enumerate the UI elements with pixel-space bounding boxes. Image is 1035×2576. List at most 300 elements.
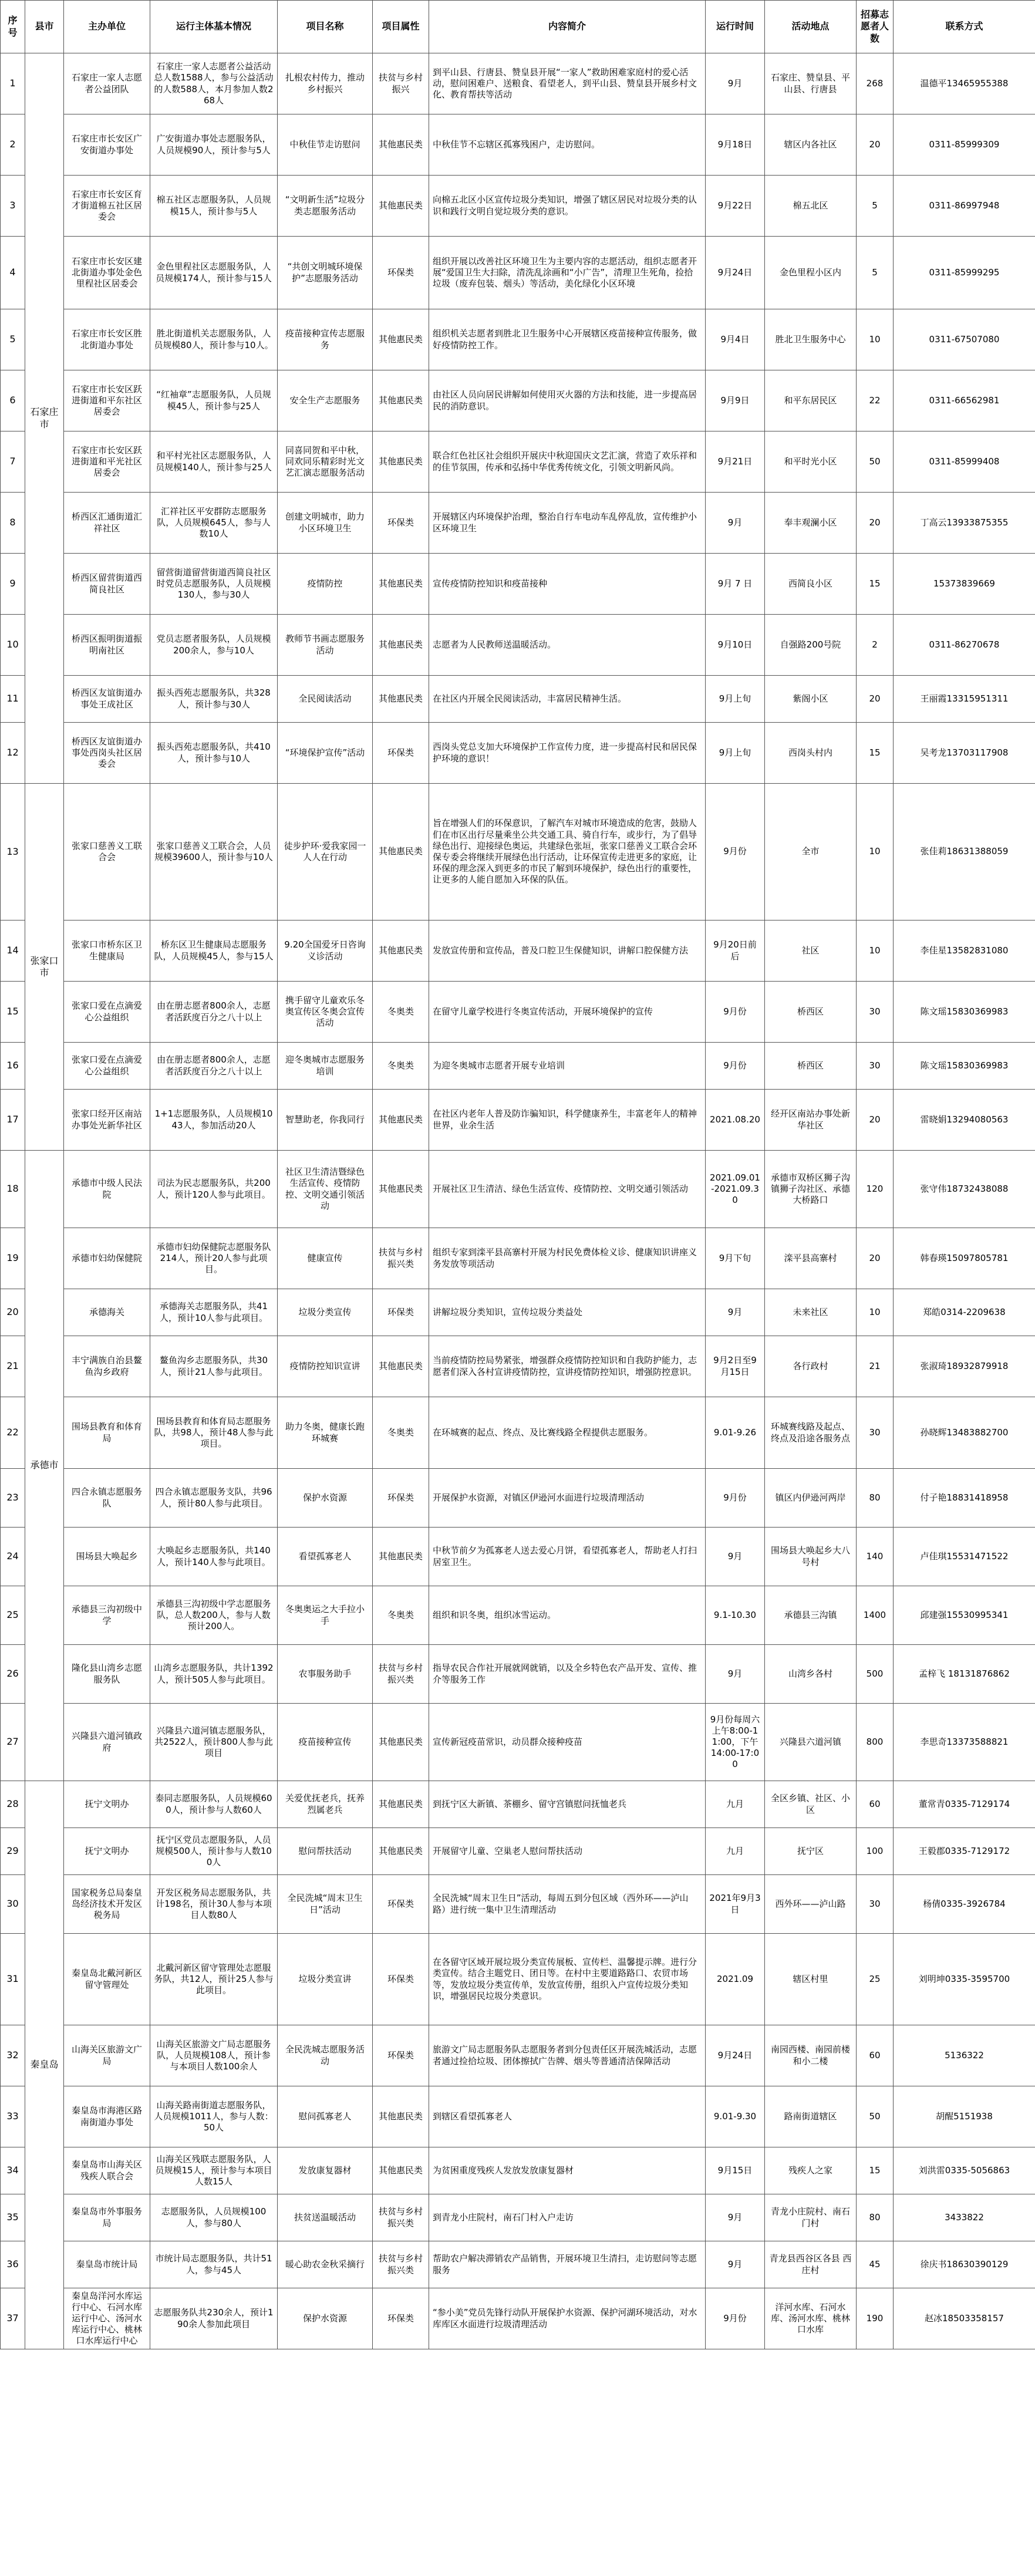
attribute-cell: 冬奥类: [373, 1043, 429, 1090]
attribute-cell: 其他惠民类: [373, 1151, 429, 1228]
intro-cell: 在各留守区域开展垃圾分类宣传展板、宣传栏、温馨提示牌。进行分类宣传。结合主题党日、团日等。在村中主要道路路口、农贸市场等，发放垃圾分类宣传单，发放宣传册，组织入户宣传垃圾分类知识，增强居民垃圾分类意识。: [429, 1934, 706, 2025]
seq-cell: 26: [1, 1645, 25, 1704]
table-row: [1, 982, 1035, 1043]
table-row: [1, 2025, 1035, 2086]
subject-cell: 承德市妇幼保健院志愿服务队214人，预计20人参与此项目。: [150, 1228, 278, 1289]
attribute-cell: 其他惠民类: [373, 2147, 429, 2194]
place-cell: 社区: [765, 921, 857, 982]
attribute-cell: 扶贫与乡村振兴类: [373, 1645, 429, 1704]
attribute-cell: 扶贫与乡村振兴: [373, 53, 429, 114]
time-cell: 9月: [706, 1528, 765, 1586]
subject-cell: “红袖章”志愿服务队，人员规模45人，预计参与25人: [150, 370, 278, 431]
time-cell: 9月18日: [706, 114, 765, 176]
attribute-cell: 其他惠民类: [373, 1828, 429, 1875]
time-cell: 9月22日: [706, 176, 765, 237]
time-cell: 9月: [706, 53, 765, 114]
intro-cell: 宣传新冠疫苗常识，动员群众接种疫苗: [429, 1704, 706, 1781]
contact-cell: 0311-86270678: [894, 615, 1035, 676]
table-row: [1, 921, 1035, 982]
project-name-cell: 农事服务助手: [278, 1645, 373, 1704]
attribute-cell: 冬奥类: [373, 1397, 429, 1469]
subject-cell: 山海关区残联志愿服务队，人员规模15人，预计参与本项目人数15人: [150, 2147, 278, 2194]
volunteer-count-cell: 60: [857, 1781, 894, 1828]
table-row: [1, 1528, 1035, 1586]
time-cell: 9月上旬: [706, 676, 765, 723]
volunteer-count-cell: 30: [857, 1043, 894, 1090]
organizer-cell: 桥西区留营街道西简良社区: [64, 554, 150, 615]
attribute-cell: 扶贫与乡村振兴类: [373, 2194, 429, 2241]
attribute-cell: 扶贫与乡村振兴类: [373, 1228, 429, 1289]
intro-cell: 在社区内老年人普及防诈骗知识，科学健康养生，丰富老年人的精神世界，业余生活: [429, 1090, 706, 1151]
subject-cell: 四合永镇志愿服务支队，共96人，预计80人参与此项目。: [150, 1469, 278, 1528]
organizer-cell: 桥西区友谊街道办事处西岗头社区居委会: [64, 723, 150, 784]
contact-cell: 0311-86997948: [894, 176, 1035, 237]
header-time: 运行时间: [706, 1, 765, 53]
subject-cell: 汇祥社区平安群防志愿服务队，人员规模645人，参与人数10人: [150, 493, 278, 554]
subject-cell: 胜北街道机关志愿服务队，人员规模80人，预计参与10人。: [150, 309, 278, 370]
intro-cell: 到平山县、行唐县、赞皇县开展“一家人”救助困难家庭村的爱心活动，慰问困难户、送粮食、看望老人，到平山县、赞皇县开展乡村文化、教育帮扶等活动: [429, 53, 706, 114]
attribute-cell: 其他惠民类: [373, 1528, 429, 1586]
attribute-cell: 其他惠民类: [373, 921, 429, 982]
contact-cell: 赵冰18503358157: [894, 2288, 1035, 2349]
attribute-cell: 其他惠民类: [373, 554, 429, 615]
header-subject: 运行主体基本情况: [150, 1, 278, 53]
subject-cell: 鳌鱼沟乡志愿服务队，共30人，预计21人参与此项目。: [150, 1336, 278, 1397]
project-name-cell: 同喜同贺和平中秋，同欢同乐精彩时光文艺汇演志愿服务活动: [278, 431, 373, 493]
volunteer-count-cell: 30: [857, 982, 894, 1043]
table-row: [1, 309, 1035, 370]
seq-cell: 36: [1, 2241, 25, 2288]
place-cell: 和平东居民区: [765, 370, 857, 431]
table-row: [1, 2288, 1035, 2349]
place-cell: 洋河水库、石河水库、汤河水库、桃林口水库: [765, 2288, 857, 2349]
project-name-cell: 保护水资源: [278, 1469, 373, 1528]
time-cell: 9月上旬: [706, 723, 765, 784]
subject-cell: 由在册志愿者800余人，志愿者活跃度百分之八十以上: [150, 982, 278, 1043]
organizer-cell: 张家口爱在点滴爱心公益组织: [64, 982, 150, 1043]
place-cell: 桥西区: [765, 982, 857, 1043]
attribute-cell: 其他惠民类: [373, 1781, 429, 1828]
place-cell: 环城赛线路及起点、终点及沿途各服务点: [765, 1397, 857, 1469]
organizer-cell: 承德市妇幼保健院: [64, 1228, 150, 1289]
project-name-cell: “文明新生活”垃圾分类志愿服务活动: [278, 176, 373, 237]
seq-cell: 16: [1, 1043, 25, 1090]
seq-cell: 19: [1, 1228, 25, 1289]
place-cell: 承德县三沟镇: [765, 1586, 857, 1645]
organizer-cell: 围场县教育和体育局: [64, 1397, 150, 1469]
seq-cell: 10: [1, 615, 25, 676]
seq-cell: 37: [1, 2288, 25, 2349]
attribute-cell: 其他惠民类: [373, 114, 429, 176]
organizer-cell: 张家口慈善义工联合会: [64, 784, 150, 921]
project-name-cell: “共创文明城环境保护”志愿服务活动: [278, 237, 373, 309]
organizer-cell: 兴隆县六道河镇政府: [64, 1704, 150, 1781]
volunteer-count-cell: 20: [857, 493, 894, 554]
table-row: [1, 431, 1035, 493]
seq-cell: 2: [1, 114, 25, 176]
table-row: [1, 784, 1035, 921]
subject-cell: 围场县教育和体育局志愿服务队，共98人，预计48人参与此项目。: [150, 1397, 278, 1469]
subject-cell: 党员志愿者服务队，人员规模200余人，参与10人: [150, 615, 278, 676]
subject-cell: 石家庄一家人志愿者公益活动总人数1588人，参与公益活动的人数588人，本月参加人数268人: [150, 53, 278, 114]
table-row: [1, 676, 1035, 723]
seq-cell: 9: [1, 554, 25, 615]
table-row: [1, 1645, 1035, 1704]
time-cell: 9月15日: [706, 2147, 765, 2194]
time-cell: 9月: [706, 493, 765, 554]
time-cell: 9月: [706, 1289, 765, 1336]
place-cell: 石家庄、赞皇县、平山县、行唐县: [765, 53, 857, 114]
seq-cell: 6: [1, 370, 25, 431]
intro-cell: 旅游文广局志愿服务队志愿服务者到分包责任区开展洗城活动，志愿者通过捡拾垃圾、团体擦拭广告牌、烟头等普通清洁保障活动: [429, 2025, 706, 2086]
attribute-cell: 其他惠民类: [373, 2086, 429, 2147]
volunteer-count-cell: 140: [857, 1528, 894, 1586]
contact-cell: 0311-67507080: [894, 309, 1035, 370]
contact-cell: 丁高云13933875355: [894, 493, 1035, 554]
volunteer-count-cell: 45: [857, 2241, 894, 2288]
seq-cell: 28: [1, 1781, 25, 1828]
organizer-cell: 石家庄市长安区广安街道办事处: [64, 114, 150, 176]
subject-cell: 北戴河新区留守管理处志愿服务队，共12人，预计25人参与此项目。: [150, 1934, 278, 2025]
place-cell: 青龙县西谷区各县 西庄村: [765, 2241, 857, 2288]
volunteer-count-cell: 22: [857, 370, 894, 431]
contact-cell: 孟梓飞 18131876862: [894, 1645, 1035, 1704]
intro-cell: 到青龙小庄院村，南石门村入户走访: [429, 2194, 706, 2241]
seq-cell: 3: [1, 176, 25, 237]
volunteer-count-cell: 20: [857, 676, 894, 723]
place-cell: 西简良小区: [765, 554, 857, 615]
volunteer-count-cell: 5: [857, 176, 894, 237]
subject-cell: 大唤起乡志愿服务队，共140人，预计140人参与此项目。: [150, 1528, 278, 1586]
intro-cell: 到抚宁区大新镇、茶棚乡、留守宫镇慰问抚恤老兵: [429, 1781, 706, 1828]
header-contact: 联系方式: [894, 1, 1035, 53]
volunteer-count-cell: 10: [857, 309, 894, 370]
contact-cell: 郑皓0314-2209638: [894, 1289, 1035, 1336]
project-name-cell: 疫苗接种宣传: [278, 1704, 373, 1781]
organizer-cell: 承德县三沟初级中学: [64, 1586, 150, 1645]
organizer-cell: 桥西区汇通街道汇祥社区: [64, 493, 150, 554]
subject-cell: 志愿服务队共230余人，预计190余人参加此项目: [150, 2288, 278, 2349]
subject-cell: 司法为民志愿服务队，共200人，预计120人参与此项目。: [150, 1151, 278, 1228]
seq-cell: 18: [1, 1151, 25, 1228]
county-cell: 秦皇岛: [25, 1781, 64, 2349]
header-volunteer-count: 招募志愿者人数: [857, 1, 894, 53]
organizer-cell: 四合永镇志愿服务队: [64, 1469, 150, 1528]
intro-cell: 开展社区卫生清洁、绿色生活宣传、疫情防控、文明交通引领活动: [429, 1151, 706, 1228]
attribute-cell: 环保类: [373, 1469, 429, 1528]
volunteer-count-cell: 500: [857, 1645, 894, 1704]
place-cell: 围场县大唤起乡大八号村: [765, 1528, 857, 1586]
time-cell: 9月 7 日: [706, 554, 765, 615]
organizer-cell: 承德海关: [64, 1289, 150, 1336]
table-row: [1, 1228, 1035, 1289]
table-row: [1, 1397, 1035, 1469]
project-name-cell: 发放康复器材: [278, 2147, 373, 2194]
attribute-cell: 其他惠民类: [373, 370, 429, 431]
time-cell: 2021.09: [706, 1934, 765, 2025]
volunteer-count-cell: 800: [857, 1704, 894, 1781]
table-row: [1, 1781, 1035, 1828]
attribute-cell: 冬奥类: [373, 982, 429, 1043]
table-row: [1, 493, 1035, 554]
intro-cell: 开展留守儿童、空巢老人慰问帮扶活动: [429, 1828, 706, 1875]
subject-cell: 由在册志愿者800余人，志愿者活跃度百分之八十以上: [150, 1043, 278, 1090]
organizer-cell: 石家庄市长安区跃进街道和平东社区居委会: [64, 370, 150, 431]
seq-cell: 7: [1, 431, 25, 493]
time-cell: 9月份: [706, 1469, 765, 1528]
attribute-cell: 环保类: [373, 493, 429, 554]
seq-cell: 35: [1, 2194, 25, 2241]
intro-cell: 指导农民合作社开展就网就销，以及全乡特色农产品开发、宣传、推介等服务工作: [429, 1645, 706, 1704]
contact-cell: 刘明坤0335-3595700: [894, 1934, 1035, 2025]
intro-cell: 联合红色社区社会组织开展庆中秋迎国庆文艺汇演，营造了欢乐祥和的佳节氛围，传承和弘扬中华优秀传统文化，引领文明新风尚。: [429, 431, 706, 493]
place-cell: 抚宁区: [765, 1828, 857, 1875]
time-cell: 9月2日至9月15日: [706, 1336, 765, 1397]
contact-cell: 张佳莉18631388059: [894, 784, 1035, 921]
time-cell: 9月: [706, 2194, 765, 2241]
seq-cell: 5: [1, 309, 25, 370]
organizer-cell: 秦皇岛市山海关区残疾人联合会: [64, 2147, 150, 2194]
time-cell: 九月: [706, 1781, 765, 1828]
contact-cell: 卢佳琪15531471522: [894, 1528, 1035, 1586]
place-cell: 残疾人之家: [765, 2147, 857, 2194]
intro-cell: 宣传疫情防控知识和疫苗接种: [429, 554, 706, 615]
seq-cell: 12: [1, 723, 25, 784]
table-row: [1, 1704, 1035, 1781]
subject-cell: 山海关区旅游文广局志愿服务队，人员规模108人，预计参与本项目人数100余人: [150, 2025, 278, 2086]
contact-cell: 杨倩0335-3926784: [894, 1875, 1035, 1934]
volunteer-count-cell: 50: [857, 2086, 894, 2147]
table-row: [1, 370, 1035, 431]
seq-cell: 29: [1, 1828, 25, 1875]
place-cell: 棉五北区: [765, 176, 857, 237]
seq-cell: 11: [1, 676, 25, 723]
place-cell: 桥西区: [765, 1043, 857, 1090]
contact-cell: 孙晓辉13483882700: [894, 1397, 1035, 1469]
seq-cell: 23: [1, 1469, 25, 1528]
subject-cell: 桥东区卫生健康局志愿服务队，人员规模45人，参与15人: [150, 921, 278, 982]
intro-cell: 由社区人员向居民讲解如何使用灭火器的方法和技能，进一步提高居民的消防意识。: [429, 370, 706, 431]
table-row: [1, 176, 1035, 237]
seq-cell: 27: [1, 1704, 25, 1781]
subject-cell: 承德海关志愿服务队，共41人，预计10人参与此项目。: [150, 1289, 278, 1336]
attribute-cell: 环保类: [373, 2288, 429, 2349]
subject-cell: 承德县三沟初级中学志愿服务队，总人数200人，参与人数预计200人。: [150, 1586, 278, 1645]
place-cell: 滦平县高寨村: [765, 1228, 857, 1289]
table-row: [1, 1289, 1035, 1336]
table-row: [1, 615, 1035, 676]
intro-cell: 中秋佳节不忘辖区孤寡残困户，走访慰问。: [429, 114, 706, 176]
volunteer-count-cell: 268: [857, 53, 894, 114]
organizer-cell: 张家口市桥东区卫生健康局: [64, 921, 150, 982]
place-cell: 自强路200号院: [765, 615, 857, 676]
subject-cell: 棉五社区志愿服务队，人员规模15人，预计参与5人: [150, 176, 278, 237]
contact-cell: 陈文瑶15830369983: [894, 1043, 1035, 1090]
table-row: [1, 237, 1035, 309]
attribute-cell: 其他惠民类: [373, 176, 429, 237]
organizer-cell: 秦皇岛北戴河新区留守管理处: [64, 1934, 150, 2025]
time-cell: 9月: [706, 1645, 765, 1704]
time-cell: 9月21日: [706, 431, 765, 493]
intro-cell: 旨在增强人们的环保意识，了解汽车对城市环境造成的危害，鼓励人们在市区出行尽量乘坐公共交通工具、骑自行车，或步行，为了倡导绿色出行、迎接绿色奥运，共建绿色张垣，张家口慈善义工联合会环保专委会将继续开展绿色出行活动，让环保宣传走进更多的家庭，让环保的理念深入到更多的市民了解到环境保护，绿色出行的重要性，让更多的人能自愿加入环保的队伍。: [429, 784, 706, 921]
contact-cell: 董常青0335-7129174: [894, 1781, 1035, 1828]
place-cell: 奉丰观澜小区: [765, 493, 857, 554]
table-row: [1, 2147, 1035, 2194]
attribute-cell: 其他惠民类: [373, 309, 429, 370]
contact-cell: 雷晓娟13294080563: [894, 1090, 1035, 1151]
project-name-cell: 疫情防控: [278, 554, 373, 615]
time-cell: 9月24日: [706, 2025, 765, 2086]
header-intro: 内容简介: [429, 1, 706, 53]
time-cell: 9月份: [706, 2288, 765, 2349]
table-row: [1, 554, 1035, 615]
table-row: [1, 1090, 1035, 1151]
table-body: [1, 53, 1035, 2349]
project-name-cell: 慰问帮扶活动: [278, 1828, 373, 1875]
table-header-row: [1, 1, 1035, 53]
project-name-cell: 助力冬奥，健康长跑环城赛: [278, 1397, 373, 1469]
attribute-cell: 环保类: [373, 237, 429, 309]
time-cell: 9月20日前后: [706, 921, 765, 982]
seq-cell: 21: [1, 1336, 25, 1397]
volunteer-count-cell: 25: [857, 1934, 894, 2025]
organizer-cell: 石家庄一家人志愿者公益团队: [64, 53, 150, 114]
place-cell: 路南街道辖区: [765, 2086, 857, 2147]
organizer-cell: 隆化县山湾乡志愿服务队: [64, 1645, 150, 1704]
project-name-cell: 疫苗接种宣传志愿服务: [278, 309, 373, 370]
contact-cell: 0311-85999309: [894, 114, 1035, 176]
time-cell: 2021.08.20: [706, 1090, 765, 1151]
subject-cell: 山海关路南街道志愿服务队，人员规模1011人，参与人数：50人: [150, 2086, 278, 2147]
project-name-cell: 健康宣传: [278, 1228, 373, 1289]
seq-cell: 24: [1, 1528, 25, 1586]
time-cell: 9月9日: [706, 370, 765, 431]
volunteer-count-cell: 2: [857, 615, 894, 676]
seq-cell: 15: [1, 982, 25, 1043]
table-row: [1, 2241, 1035, 2288]
subject-cell: 1+1志愿服务队，人员规模1043人，参加活动20人: [150, 1090, 278, 1151]
time-cell: 9月份: [706, 1043, 765, 1090]
time-cell: 9月24日: [706, 237, 765, 309]
place-cell: 南园西楼、南园前楼和小二楼: [765, 2025, 857, 2086]
place-cell: 承德市双桥区狮子沟镇狮子沟社区、承德大桥路口: [765, 1151, 857, 1228]
volunteer-count-cell: 21: [857, 1336, 894, 1397]
intro-cell: 在社区内开展全民阅读活动，丰富居民精神生活。: [429, 676, 706, 723]
table-row: [1, 1336, 1035, 1397]
organizer-cell: 桥西区振明街道振明南社区: [64, 615, 150, 676]
table-row: [1, 2194, 1035, 2241]
organizer-cell: 秦皇岛洋河水库运行中心、石河水库运行中心、汤河水库运行中心、桃林口水库运行中心: [64, 2288, 150, 2349]
time-cell: 9.01-9.30: [706, 2086, 765, 2147]
time-cell: 2021年9月3日: [706, 1875, 765, 1934]
project-name-cell: 智慧助老，你我同行: [278, 1090, 373, 1151]
header-organizer: 主办单位: [64, 1, 150, 53]
place-cell: 西岗头村内: [765, 723, 857, 784]
organizer-cell: 抚宁文明办: [64, 1828, 150, 1875]
volunteer-count-cell: 10: [857, 921, 894, 982]
organizer-cell: 秦皇岛市外事服务局: [64, 2194, 150, 2241]
project-name-cell: 暖心助农金秋采摘行: [278, 2241, 373, 2288]
contact-cell: 3433822: [894, 2194, 1035, 2241]
subject-cell: 开发区税务局志愿服务队，共计198名，预计30人参与本项目人数80人: [150, 1875, 278, 1934]
project-name-cell: 慰问孤寡老人: [278, 2086, 373, 2147]
project-name-cell: “环境保护宣传”活动: [278, 723, 373, 784]
intro-cell: 为迎冬奥城市志愿者开展专业培训: [429, 1043, 706, 1090]
place-cell: 辖区村里: [765, 1934, 857, 2025]
contact-cell: 陈文瑶15830369983: [894, 982, 1035, 1043]
project-name-cell: 疫情防控知识宣讲: [278, 1336, 373, 1397]
subject-cell: 和平村光社区志愿服务队，人员规模140人，预计参与25人: [150, 431, 278, 493]
volunteer-count-cell: 120: [857, 1151, 894, 1228]
intro-cell: 开展辖区内环境保护治理，整治自行车电动车乱停乱放，宣传维护小区环境卫生: [429, 493, 706, 554]
county-cell: 承德市: [25, 1151, 64, 1781]
intro-cell: 为贫困重度残疾人发放发放康复器材: [429, 2147, 706, 2194]
project-name-cell: 全民洗城志愿服务活动: [278, 2025, 373, 2086]
attribute-cell: 环保类: [373, 1875, 429, 1934]
subject-cell: 广安街道办事处志愿服务队，人员规模90人，预计参与5人: [150, 114, 278, 176]
intro-cell: 到辖区看望孤寡老人: [429, 2086, 706, 2147]
seq-cell: 1: [1, 53, 25, 114]
project-name-cell: 保护水资源: [278, 2288, 373, 2349]
place-cell: 山湾乡各村: [765, 1645, 857, 1704]
volunteer-count-cell: 80: [857, 2194, 894, 2241]
organizer-cell: 张家口经开区南站办事处光新华社区: [64, 1090, 150, 1151]
attribute-cell: 其他惠民类: [373, 784, 429, 921]
time-cell: 2021.09.01-2021.09.30: [706, 1151, 765, 1228]
attribute-cell: 其他惠民类: [373, 1336, 429, 1397]
contact-cell: 王毅郡0335-7129172: [894, 1828, 1035, 1875]
time-cell: 9月份: [706, 784, 765, 921]
time-cell: 9月: [706, 2241, 765, 2288]
time-cell: 9月4日: [706, 309, 765, 370]
contact-cell: 李佳星13582831080: [894, 921, 1035, 982]
attribute-cell: 其他惠民类: [373, 676, 429, 723]
time-cell: 9月份: [706, 982, 765, 1043]
project-name-cell: 创建文明城市，助力小区环境卫生: [278, 493, 373, 554]
subject-cell: 山湾乡志愿服务队，共计1392人，预计505人参与此项目。: [150, 1645, 278, 1704]
contact-cell: 徐庆书18630390129: [894, 2241, 1035, 2288]
project-name-cell: 扶贫送温暖活动: [278, 2194, 373, 2241]
intro-cell: 向棉五北区小区宣传垃圾分类知识，增强了辖区居民对垃圾分类的认识和践行文明自觉垃圾分类的意识。: [429, 176, 706, 237]
place-cell: 全区乡镇、社区、小区: [765, 1781, 857, 1828]
time-cell: 9月份每周六上午8:00-11:00，下午14:00-17:00: [706, 1704, 765, 1781]
organizer-cell: 石家庄市长安区跃进街道和平光社区居委会: [64, 431, 150, 493]
table-row: [1, 1586, 1035, 1645]
intro-cell: 讲解垃圾分类知识，宣传垃圾分类益处: [429, 1289, 706, 1336]
contact-cell: 5136322: [894, 2025, 1035, 2086]
organizer-cell: 张家口爱在点滴爱心公益组织: [64, 1043, 150, 1090]
project-name-cell: 安全生产志愿服务: [278, 370, 373, 431]
contact-cell: 胡醒5151938: [894, 2086, 1035, 2147]
attribute-cell: 其他惠民类: [373, 431, 429, 493]
intro-cell: 在环城赛的起点、终点、及比赛线路全程提供志愿服务。: [429, 1397, 706, 1469]
attribute-cell: 扶贫与乡村振兴类: [373, 2241, 429, 2288]
volunteer-count-cell: 15: [857, 723, 894, 784]
contact-cell: 吴考龙13703117908: [894, 723, 1035, 784]
project-name-cell: 冬奥奥运之大手拉小手: [278, 1586, 373, 1645]
time-cell: 9.1-10.30: [706, 1586, 765, 1645]
volunteer-count-cell: 30: [857, 1875, 894, 1934]
project-name-cell: 徒步护环·爱我家园一人人在行动: [278, 784, 373, 921]
time-cell: 9.01-9.26: [706, 1397, 765, 1469]
volunteer-count-cell: 10: [857, 1289, 894, 1336]
project-name-cell: 9.20全国爱牙日咨询义诊活动: [278, 921, 373, 982]
contact-cell: 刘洪雷0335-5056863: [894, 2147, 1035, 2194]
organizer-cell: 抚宁文明办: [64, 1781, 150, 1828]
header-attribute: 项目属性: [373, 1, 429, 53]
attribute-cell: 其他惠民类: [373, 1090, 429, 1151]
contact-cell: 李思奇13373588821: [894, 1704, 1035, 1781]
